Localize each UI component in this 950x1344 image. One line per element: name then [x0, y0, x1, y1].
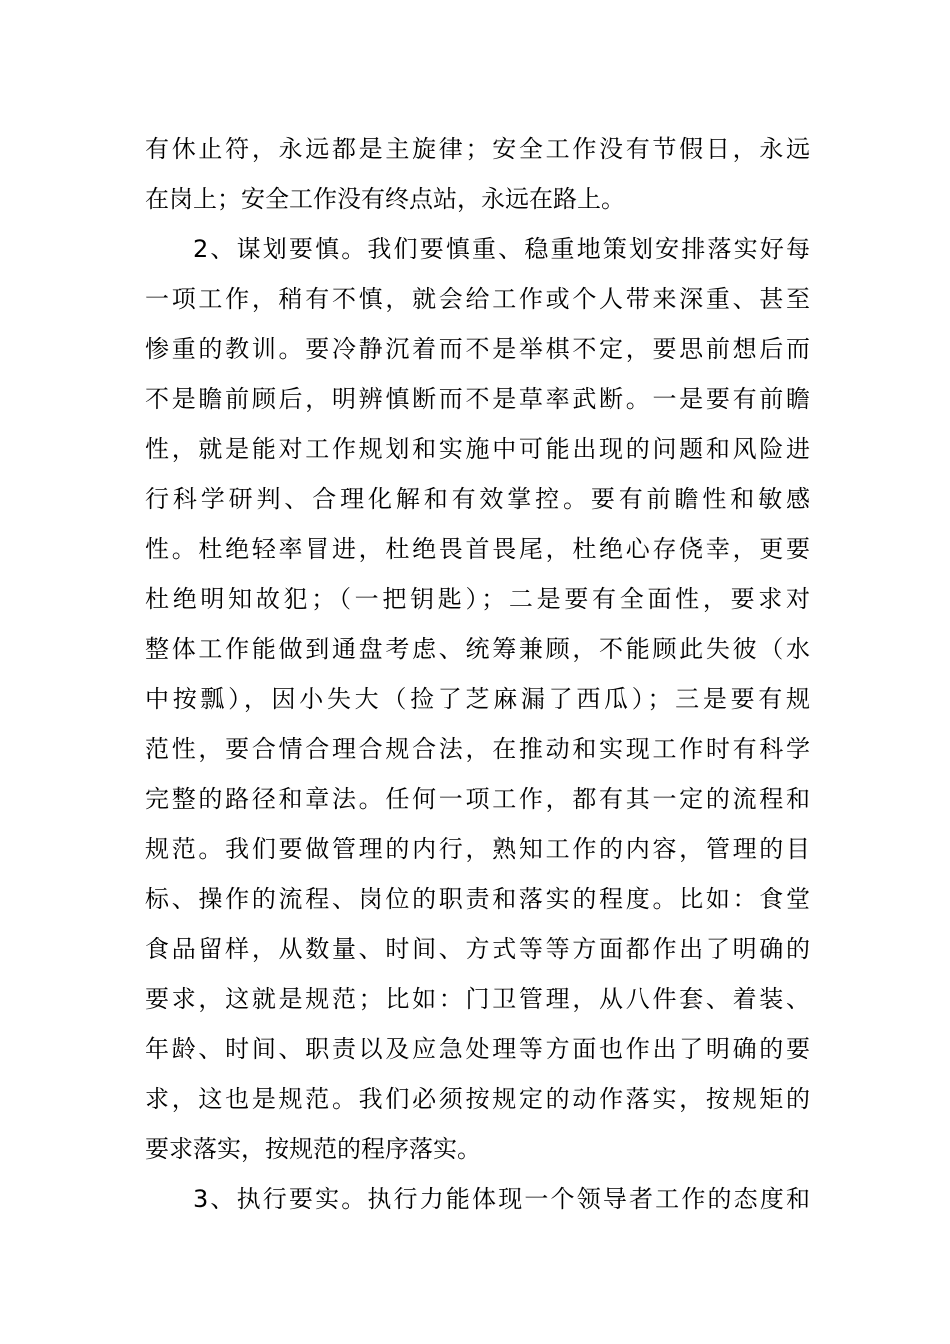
text-line: 完整的路径和章法。任何一项工作，都有其一定的流程和	[145, 785, 810, 813]
text-line: 一项工作，稍有不慎，就会给工作或个人带来深重、甚至	[145, 285, 810, 313]
text-line: 中按瓢），因小失大（捡了芝麻漏了西瓜）；三是要有规	[145, 685, 810, 713]
text-line: 性，就是能对工作规划和实施中可能出现的问题和风险进	[145, 435, 810, 463]
text-line: 年龄、时间、职责以及应急处理等方面也作出了明确的要	[145, 1035, 810, 1063]
text-line: 整体工作能做到通盘考虑、统筹兼顾，不能顾此失彼（水	[145, 635, 810, 663]
text-line: 行科学研判、合理化解和有效掌控。要有前瞻性和敏感	[145, 485, 810, 513]
text-line: 标、操作的流程、岗位的职责和落实的程度。比如：食堂	[145, 885, 810, 913]
text-line: 求，这也是规范。我们必须按规定的动作落实，按规矩的	[145, 1085, 810, 1113]
text-line: 食品留样，从数量、时间、方式等等方面都作出了明确的	[145, 935, 810, 963]
text-line: 有休止符，永远都是主旋律；安全工作没有节假日，永远	[145, 135, 810, 163]
text-line: 规范。我们要做管理的内行，熟知工作的内容，管理的目	[145, 835, 810, 863]
text-line: 要求，这就是规范；比如：门卫管理，从八件套、着装、	[145, 985, 810, 1013]
paragraph-first-line: 2、谋划要慎。我们要慎重、稳重地策划安排落实好每	[193, 235, 810, 263]
text-line: 要求落实，按规范的程序落实。	[145, 1135, 481, 1163]
text-line: 范性，要合情合理合规合法，在推动和实现工作时有科学	[145, 735, 810, 763]
text-line: 在岗上；安全工作没有终点站，永远在路上。	[145, 185, 625, 213]
text-line: 杜绝明知故犯；（一把钥匙）；二是要有全面性，要求对	[145, 585, 810, 613]
paragraph-first-line: 3、执行要实。执行力能体现一个领导者工作的态度和	[193, 1185, 810, 1213]
text-line: 惨重的教训。要冷静沉着而不是举棋不定，要思前想后而	[145, 335, 810, 363]
text-line: 不是瞻前顾后，明辨慎断而不是草率武断。一是要有前瞻	[145, 385, 810, 413]
text-line: 性。杜绝轻率冒进，杜绝畏首畏尾，杜绝心存侥幸，更要	[145, 535, 810, 563]
